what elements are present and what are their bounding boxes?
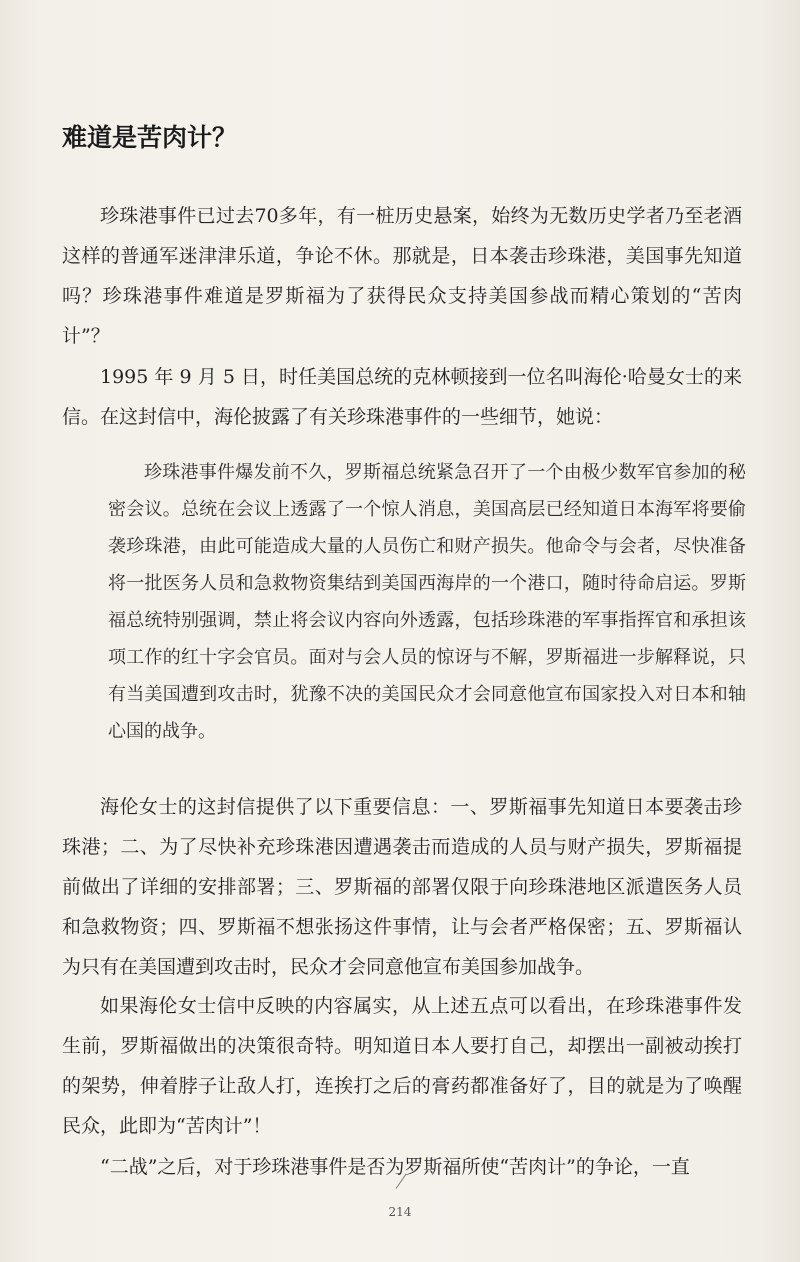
page-number: 214 <box>388 1205 412 1219</box>
paragraph-intro: 珍珠港事件已过去70多年，有一桩历史悬案，始终为无数历史学者乃至老酒这样的普通军迷津津乐道，争论不休。那就是，日本袭击珍珠港，美国事先知道吗？珍珠港事件难道是罗斯福为了获得民众支持美国参战而精心策划的“苦肉计”？ <box>62 205 742 347</box>
block-quote-letter: 珍珠港事件爆发前不久，罗斯福总统紧急召开了一个由极少数军官参加的秘密会议。总统在会议上透露了一个惊人消息，美国高层已经知道日本海军将要偷袭珍珠港，由此可能造成大量的人员伤亡和财产损失。他命令与会者，尽快准备将一批医务人员和急救物资集结到美国西海岸的一个港口，随时待命启运。罗斯福总统特别强调，禁止将会议内容向外透露，包括珍珠港的军事指挥官和承担该项工作的红十字会官员。面对与会人员的惊讶与不解，罗斯福进一步解释说，只有当美国遭到攻击时，犹豫不决的美国民众才会同意他宣布国家投入对日本和轴心国的战争。 <box>108 462 746 742</box>
section-title: 难道是苦肉计？ <box>62 123 238 152</box>
paragraph-key-points: 海伦女士的这封信提供了以下重要信息：一、罗斯福事先知道日本要袭击珍珠港；二、为了尽快补充珍珠港因遭遇袭击而造成的人员与财产损失，罗斯福提前做出了详细的安排部署；三、罗斯福的部署仅限于向珍珠港地区派遣医务人员和急救物资；四、罗斯福不想张扬这件事情，让与会者严格保密；五、罗斯福认为只有在美国遭到攻击时，民众才会同意他宣布美国参加战争。 <box>62 796 742 978</box>
paragraph-letter-intro: 1995 年 9 月 5 日，时任美国总统的克林顿接到一位名叫海伦·哈曼女士的来信。在这封信中，海伦披露了有关珍珠港事件的一些细节，她说： <box>62 366 742 428</box>
paragraph-analysis: 如果海伦女士信中反映的内容属实，从上述五点可以看出，在珍珠港事件发生前，罗斯福做出的决策很奇特。明知道日本人要打自己，却摆出一副被动挨打的架势，伸着脖子让敌人打，连挨打之后的膏药都准备好了，目的就是为了唤醒民众，此即为“苦肉计”！ <box>62 995 742 1137</box>
paragraph-continuation: “二战”之后，对于珍珠港事件是否为罗斯福所使“苦肉计”的争论，一直 <box>100 1156 690 1178</box>
